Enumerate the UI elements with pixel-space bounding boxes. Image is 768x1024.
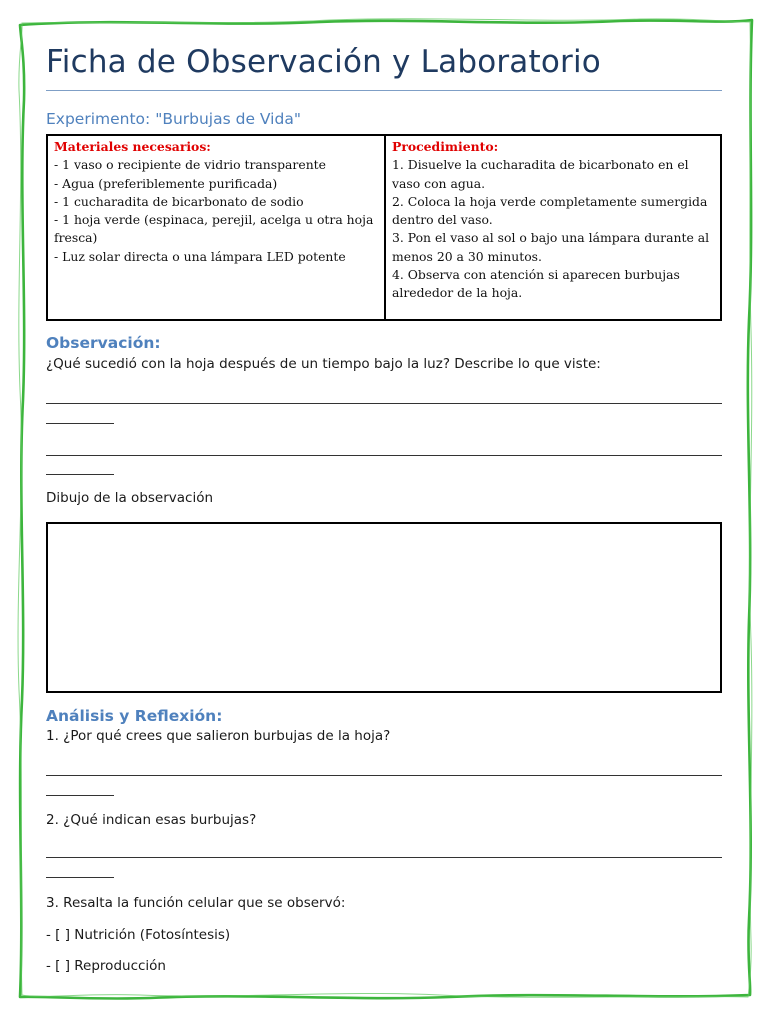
materials-item: - 1 vaso o recipiente de vidrio transparente xyxy=(54,157,326,173)
analysis-question-1: 1. ¿Por qué crees que salieron burbujas de la hoja? xyxy=(46,728,391,744)
materials-heading: Materiales necesarios: xyxy=(54,139,211,154)
experiment-subtitle: Experimento: "Burbujas de Vida" xyxy=(46,110,301,128)
answer-line[interactable] xyxy=(46,403,722,404)
title-divider xyxy=(46,90,722,91)
observation-heading: Observación: xyxy=(46,334,161,352)
answer-line-continuation[interactable] xyxy=(46,474,114,475)
answer-line[interactable] xyxy=(46,455,722,456)
observation-question: ¿Qué sucedió con la hoja después de un tiempo bajo la luz? Describe lo que viste: xyxy=(46,356,601,372)
option-reproduction[interactable]: - [ ] Reproducción xyxy=(46,958,166,974)
materials-column xyxy=(48,136,386,319)
materials-item: - 1 cucharadita de bicarbonato de sodio xyxy=(54,193,304,209)
analysis-heading: Análisis y Reflexión: xyxy=(46,707,223,725)
procedure-step: 2. Coloca la hoja verde completamente sumergida dentro del vaso. xyxy=(392,193,708,228)
drawing-label: Dibujo de la observación xyxy=(46,490,214,506)
answer-line[interactable] xyxy=(46,775,722,776)
materials-item: - 1 hoja verde (espinaca, perejil, acelga u otra hoja fresca) xyxy=(54,212,374,246)
option-nutrition[interactable]: - [ ] Nutrición (Fotosíntesis) xyxy=(46,927,231,943)
answer-line-continuation[interactable] xyxy=(46,795,114,796)
analysis-question-3: 3. Resalta la función celular que se observó: xyxy=(46,895,346,911)
materials-procedure-table xyxy=(46,134,722,321)
answer-line-continuation[interactable] xyxy=(46,423,114,424)
procedure-step: 4. Observa con atención si aparecen burbujas alrededor de la hoja. xyxy=(392,267,680,301)
answer-line[interactable] xyxy=(46,857,722,858)
materials-item: - Agua (preferiblemente purificada) xyxy=(54,175,278,191)
procedure-step: 3. Pon el vaso al sol o bajo una lámpara durante al menos 20 a 30 minutos. xyxy=(392,230,710,264)
procedure-heading: Procedimiento: xyxy=(392,139,499,154)
drawing-area[interactable] xyxy=(46,522,722,693)
page-title: Ficha de Observación y Laboratorio xyxy=(46,44,601,80)
procedure-column xyxy=(386,136,720,319)
analysis-question-2: 2. ¿Qué indican esas burbujas? xyxy=(46,812,257,828)
answer-line-continuation[interactable] xyxy=(46,877,114,878)
procedure-step: 1. Disuelve la cucharadita de bicarbonato en el vaso con agua. xyxy=(392,157,689,191)
materials-item: - Luz solar directa o una lámpara LED potente xyxy=(54,248,346,264)
